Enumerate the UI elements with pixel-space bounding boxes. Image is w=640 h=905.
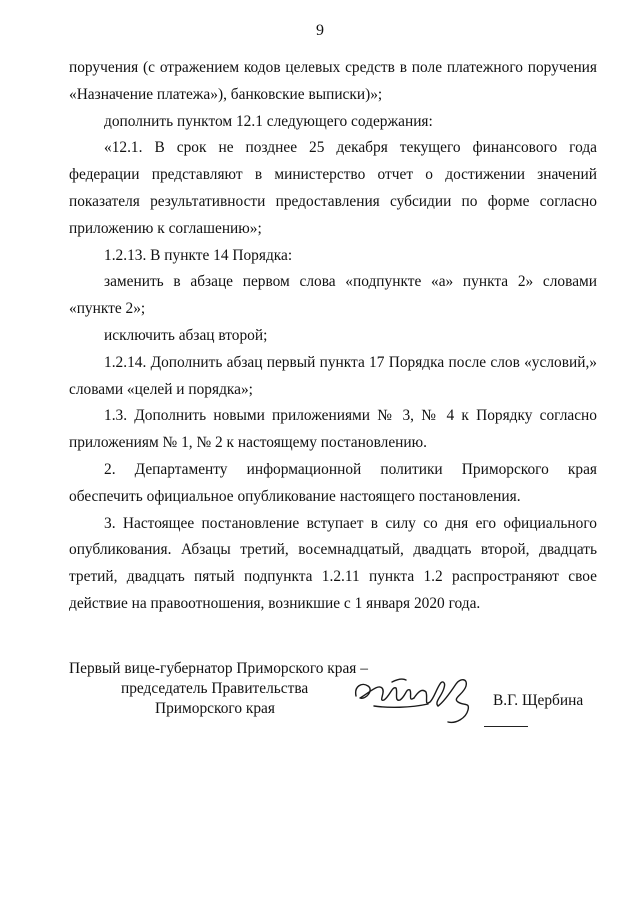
signature-block [69, 659, 597, 719]
signer-title-line-1: Первый вице-губернатор Приморского края – [69, 660, 368, 677]
paragraph: дополнить пунктом 12.1 следующего содержания: [104, 112, 433, 130]
signer-name: В.Г. Щербина [493, 692, 584, 709]
paragraph: поручения (с отражением кодов целевых средств в поле платежного поручения «Назначение платежа»), банковские выписки)»; [69, 59, 597, 103]
paragraph: 1.3. Дополнить новыми приложениями № 3, № 4 к Порядку согласно приложениям № 1, № 2 к настоящему постановлению. [69, 407, 597, 452]
signer-title-line-3: Приморского края [155, 700, 275, 717]
paragraph: 3. Настоящее постановление вступает в силу со дня его официального опубликования. Абзацы третий, восемнадцатый, двадцать второй, двадцать третий, двадцать пятый подпункта 1.2.11 пункта 1.2 распространяют свое действие на правоотношения, возникшие с 1 января 2020 года. [69, 514, 597, 612]
paragraph: исключить абзац второй; [104, 326, 268, 344]
handwritten-signature [348, 662, 483, 734]
signature-dash [484, 726, 528, 727]
document-body [69, 55, 597, 618]
paragraph: 1.2.14. Дополнить абзац первый пункта 17 Порядка после слов «условий,» словами «целей и порядка»; [69, 353, 597, 398]
paragraph: «12.1. В срок не позднее 25 декабря текущего финансового года федерации представляют в министерство отчет о достижении значений показателя результативности предоставления субсидии по форме согласно приложению к соглашению»; [69, 139, 597, 237]
page-number: 9 [316, 22, 324, 39]
paragraph: заменить в абзаце первом слова «подпункте «а» пункта 2» словами «пункте 2»; [69, 273, 597, 318]
signer-title-line-2: председатель Правительства [121, 680, 309, 697]
paragraph: 1.2.13. В пункте 14 Порядка: [104, 246, 293, 264]
paragraph: 2. Департаменту информационной политики Приморского края обеспечить официальное опубликование настоящего постановления. [69, 460, 597, 505]
